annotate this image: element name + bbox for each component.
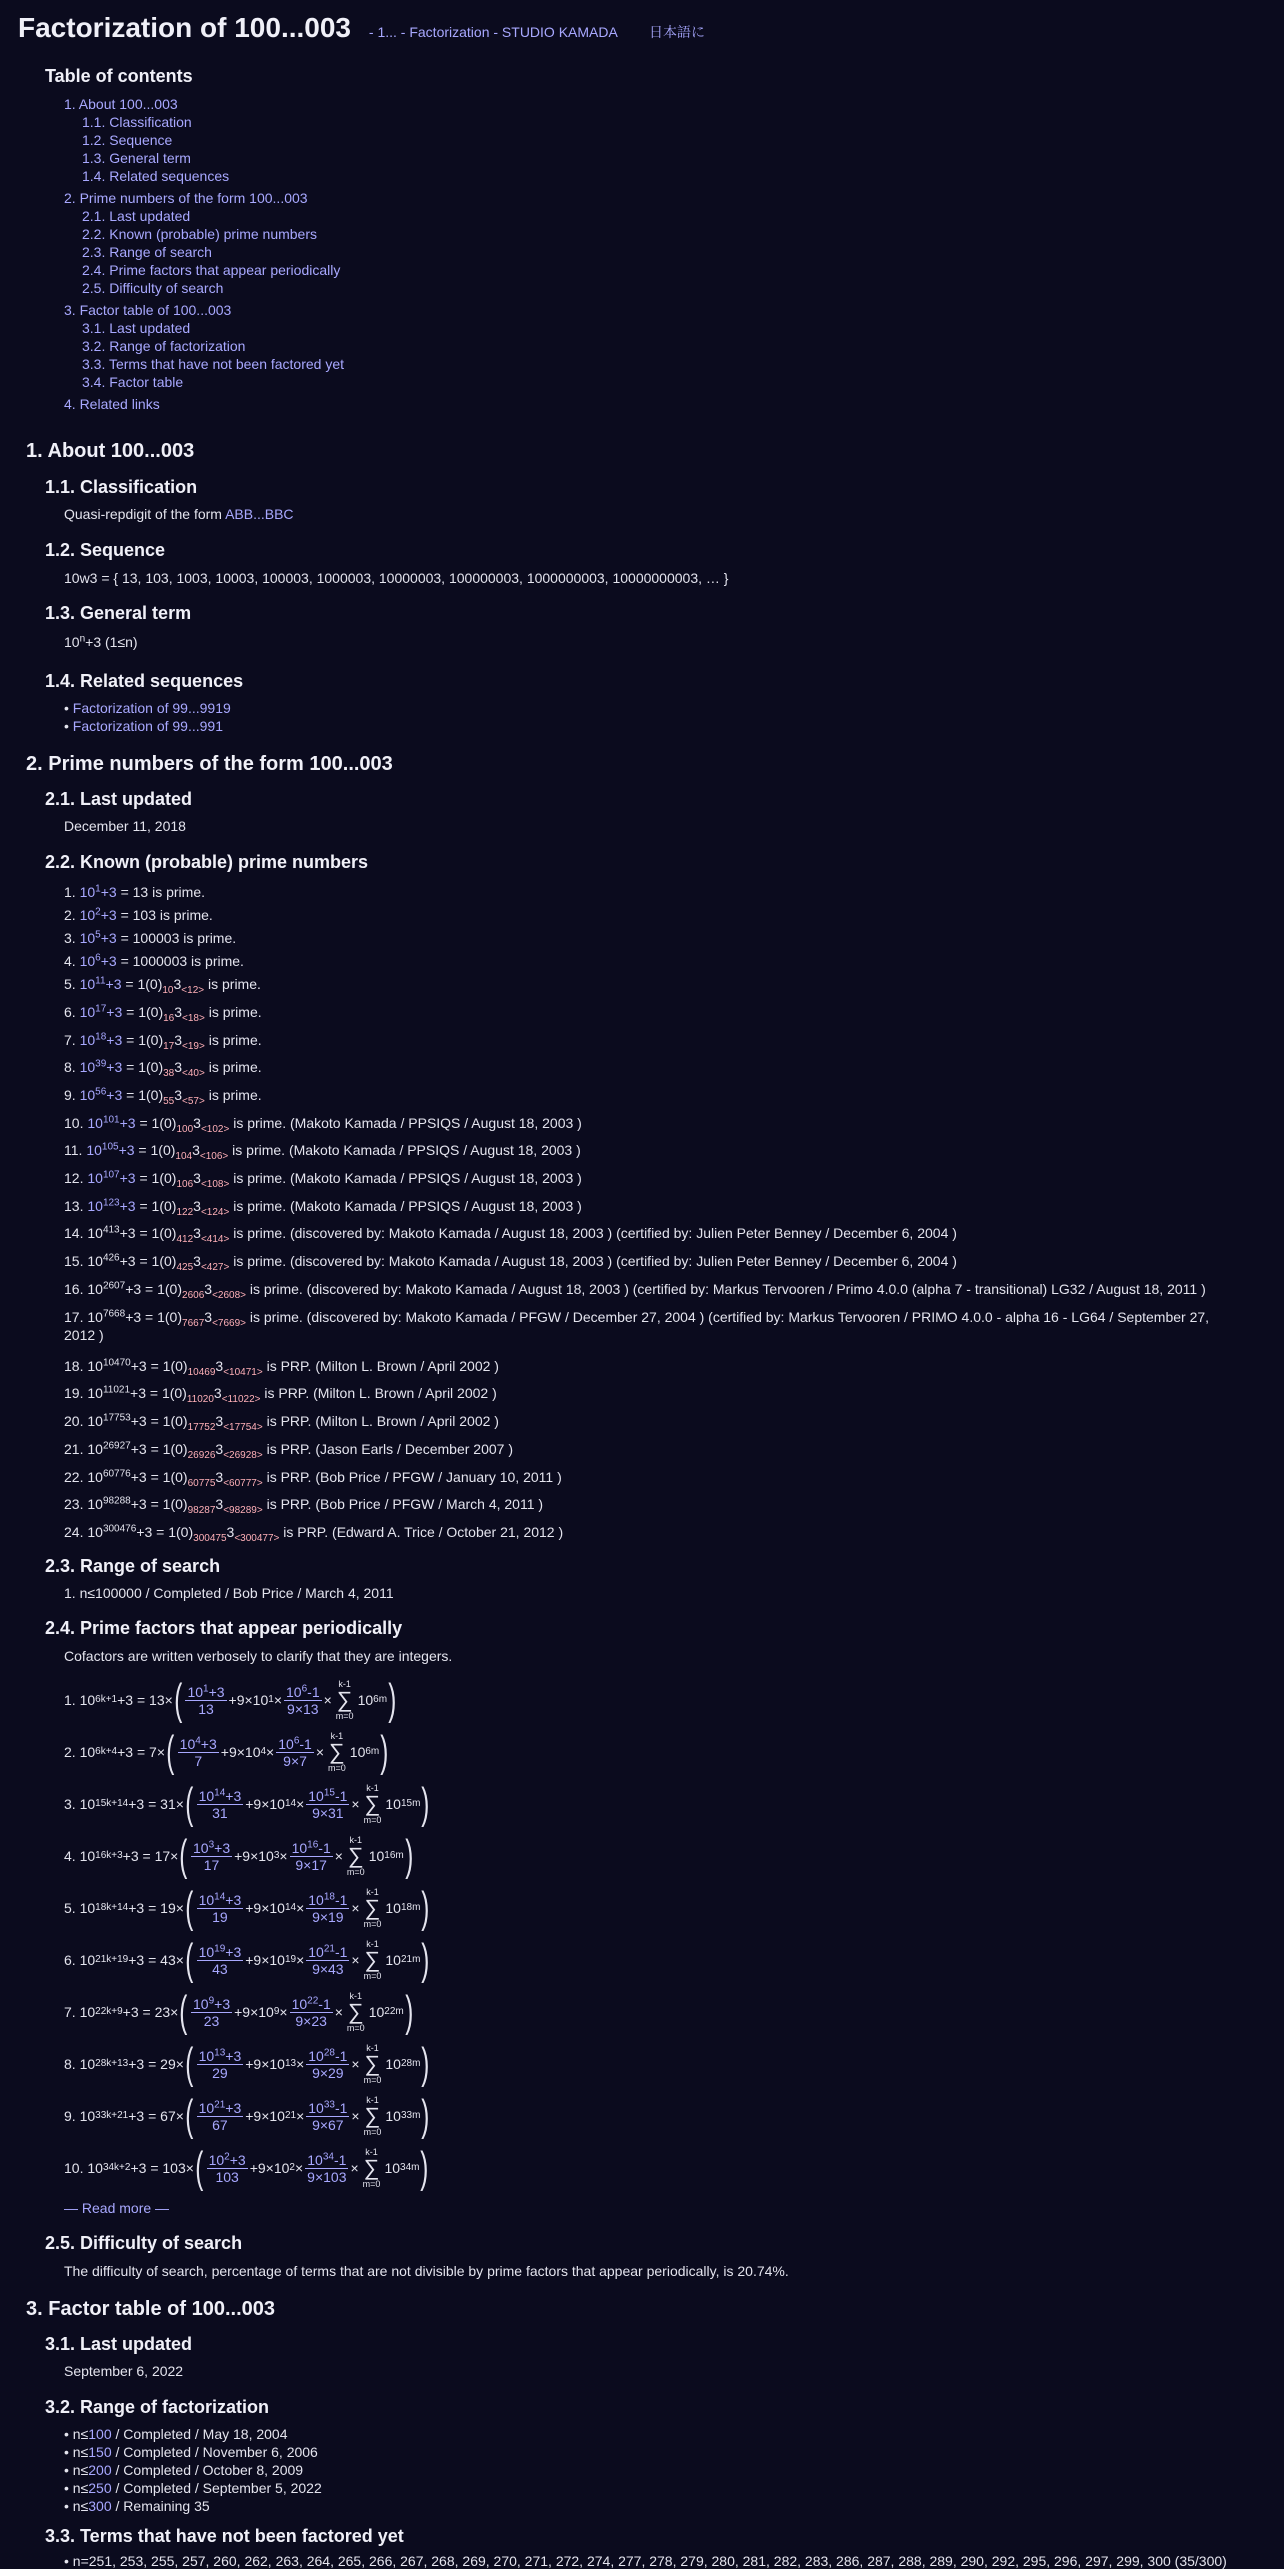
- known-prime-item: 8. $10^{39}+3 = 1(0)_{38}3_{<40>}$ is prime.: [64, 1058, 262, 1079]
- difficulty-heading: 2.5. Difficulty of search: [45, 2233, 243, 2253]
- fraction: $\frac{10^{14}+3}{19}$: [198, 1890, 242, 1925]
- toc-item[interactable]: 2. Prime numbers of the form 100...003: [64, 190, 308, 206]
- toc-subitem[interactable]: 2.4. Prime factors that appear periodically: [82, 262, 341, 278]
- fraction: $\frac{10^{16}-1}{9\times 17}$: [291, 1838, 331, 1873]
- fraction: $\frac{10^{21}+3}{67}$: [198, 2098, 242, 2133]
- known-prime-item: 13. $10^{123}+3 = 1(0)_{122}3_{<124>}$ is prime. (Makoto Kamada / PPSIQS / August 18, 2003 ): [64, 1197, 582, 1218]
- known-prime-item: 16. $10^{2607}+3 = 1(0)_{2606}3_{<2608>}$ is prime. (discovered by: Makoto Kamada / August 18, 2003 ) (certified by: Markus Tervooren / Primo 4.0.0 (alpha 7 - transitional) LG32 / August 18, 2011 ): [64, 1280, 1206, 1301]
- sigma-icon: k-1 ∑ m=0: [363, 2095, 382, 2137]
- periodic-formula: 7. 10 22k+9 +3 = 23× ( $\frac{10^9+3}{23}$ +9×10 9 × $\frac{10^{22}-1}{9\times 23}$ × k-1 ∑ m=0 10 22m ): [64, 1987, 414, 2036]
- known-prime-item-cont: 2012 ): [64, 1327, 104, 1343]
- fraction: $\frac{10^{13}+3}{29}$: [198, 2046, 242, 2081]
- range-item: • n≤100 / Completed / May 18, 2004: [64, 2426, 288, 2442]
- sigma-icon: k-1 ∑ m=0: [363, 1887, 382, 1929]
- periodic-heading: 2.4. Prime factors that appear periodically: [45, 1618, 403, 1638]
- toc-subitem[interactable]: 2.5. Difficulty of search: [82, 280, 224, 296]
- related-sequences-heading: 1.4. Related sequences: [45, 671, 244, 691]
- periodic-formula: 5. 10 18k+14 +3 = 19× ( $\frac{10^{14}+3}{19}$ +9×10 14 × $\frac{10^{18}-1}{9\times 19}$ × k-1 ∑ m=0 10 18m ): [64, 1883, 430, 1932]
- toc-subitem[interactable]: 1.3. General term: [82, 150, 191, 166]
- general-term-heading: 1.3. General term: [45, 603, 192, 623]
- toc-subitem[interactable]: 3.3. Terms that have not been factored yet: [82, 356, 345, 372]
- known-prime-item: 10. $10^{101}+3 = 1(0)_{100}3_{<102>}$ is prime. (Makoto Kamada / PPSIQS / August 18, 2003 ): [64, 1114, 582, 1135]
- header: [18, 12, 705, 44]
- known-prime-item: 19. $10^{11021}+3 = 1(0)_{11020}3_{<11022>}$ is PRP. (Milton L. Brown / April 2002 ): [64, 1384, 497, 1405]
- sigma-icon: k-1 ∑ m=0: [346, 1991, 365, 2033]
- known-prime-item: 12. $10^{107}+3 = 1(0)_{106}3_{<108>}$ is prime. (Makoto Kamada / PPSIQS / August 18, 2003 ): [64, 1169, 582, 1190]
- range-item: • n≤150 / Completed / November 6, 2006: [64, 2444, 318, 2460]
- known-prime-item: 5. $10^{11}+3 = 1(0)_{10}3_{<12>}$ is prime.: [64, 975, 261, 996]
- known-prime-item: 20. $10^{17753}+3 = 1(0)_{17752}3_{<17754>}$ is PRP. (Milton L. Brown / April 2002 ): [64, 1412, 499, 1433]
- periodic-formula: 9. 10 33k+21 +3 = 67× ( $\frac{10^{21}+3}{67}$ +9×10 21 × $\frac{10^{33}-1}{9\times 67}$ × k-1 ∑ m=0 10 33m ): [64, 2091, 430, 2140]
- range-item: • n≤300 / Remaining 35: [64, 2498, 210, 2514]
- known-prime-item: 17. $10^{7668}+3 = 1(0)_{7667}3_{<7669>}$ is prime. (discovered by: Makoto Kamada / PFGW / December 27, 2004 ) (certified by: Markus Tervooren / PRIMO 4.0.0 - alpha 16 - LG64 / September 27,: [64, 1308, 1210, 1329]
- section-2-heading: 2. Prime numbers of the form 100...003: [26, 753, 393, 775]
- factor-last-updated-heading: 3.1. Last updated: [45, 2334, 193, 2354]
- fraction: $\frac{10^{22}-1}{9\times 23}$: [291, 1994, 331, 2029]
- toc-subitem[interactable]: 1.4. Related sequences: [82, 168, 230, 184]
- periodic-formula: 3. 10 15k+14 +3 = 31× ( $\frac{10^{14}+3}{31}$ +9×10 14 × $\frac{10^{15}-1}{9\times 31}$ × k-1 ∑ m=0 10 15m ): [64, 1779, 430, 1828]
- sigma-icon: k-1 ∑ m=0: [346, 1835, 365, 1877]
- toc-subitem[interactable]: 3.1. Last updated: [82, 320, 191, 336]
- section-1-heading: 1. About 100...003: [26, 440, 195, 462]
- page-title: Factorization of 100...003: [18, 12, 351, 43]
- known-prime-item: 15. $10^{426}+3 = 1(0)_{425}3_{<427>}$ is prime. (discovered by: Makoto Kamada / August 18, 2003 ) (certified by: Julien Peter Benney / December 6, 2004 ): [64, 1252, 957, 1273]
- fraction: $\frac{10^1+3}{13}$: [187, 1682, 225, 1717]
- periodic-formula: 6. 10 21k+19 +3 = 43× ( $\frac{10^{19}+3}{43}$ +9×10 19 × $\frac{10^{21}-1}{9\times 43}$ × k-1 ∑ m=0 10 21m ): [64, 1935, 430, 1984]
- known-prime-item: 21. $10^{26927}+3 = 1(0)_{26926}3_{<26928>}$ is PRP. (Jason Earls / December 2007 ): [64, 1440, 513, 1461]
- language-link[interactable]: 日本語に: [648, 24, 705, 40]
- toc-heading: Table of contents: [45, 66, 193, 86]
- sequence-text: 10w3 = { 13, 103, 1003, 10003, 100003, 1000003, 10000003, 100000003, 1000000003, 10000000003, … }: [64, 570, 729, 586]
- sequence-heading: 1.2. Sequence: [45, 540, 166, 560]
- known-prime-item: 4. $10^6+3 = 1000003$ is prime.: [64, 952, 244, 969]
- sigma-icon: k-1 ∑ m=0: [328, 1731, 346, 1773]
- known-prime-item: 11. $10^{105}+3 = 1(0)_{104}3_{<106>}$ is prime. (Makoto Kamada / PPSIQS / August 18, 2003 ): [64, 1141, 581, 1162]
- periodic-formula: 2. 10 6k+4 +3 = 7× ( $\frac{10^4+3}{7}$ +9×10 4 × $\frac{10^6-1}{9\times 7}$ × k-1 ∑ m=0 10 6m ): [64, 1727, 389, 1776]
- fraction: $\frac{10^{28}-1}{9\times 29}$: [308, 2046, 348, 2081]
- fraction: $\frac{10^6-1}{9\times 13}$: [286, 1682, 320, 1717]
- related-item: • Factorization of 99...991: [64, 718, 223, 734]
- fraction: $\frac{10^{14}+3}{31}$: [198, 1786, 242, 1821]
- known-primes-heading: 2.2. Known (probable) prime numbers: [45, 852, 369, 872]
- toc-item[interactable]: 3. Factor table of 100...003: [64, 302, 232, 318]
- fraction: $\frac{10^3+3}{17}$: [193, 1838, 231, 1873]
- last-updated-text: December 11, 2018: [64, 818, 186, 834]
- range-item: • n≤200 / Completed / October 8, 2009: [64, 2462, 304, 2478]
- toc-item[interactable]: 4. Related links: [64, 396, 160, 412]
- known-prime-item: 3. $10^5+3 = 100003$ is prime.: [64, 929, 237, 946]
- classification-text: Quasi-repdigit of the form ABB...BBC: [64, 506, 294, 522]
- fraction: $\frac{10^{15}-1}{9\times 31}$: [308, 1786, 348, 1821]
- classification-heading: 1.1. Classification: [45, 477, 198, 497]
- known-prime-item: 24. $10^{300476}+3 = 1(0)_{300475}3_{<300477>}$ is PRP. (Edward A. Trice / October 21, 2012 ): [64, 1523, 564, 1544]
- range-of-search-text: 1. n≤100000 / Completed / Bob Price / March 4, 2011: [64, 1585, 394, 1601]
- sigma-icon: k-1 ∑ m=0: [362, 2147, 381, 2189]
- classification-link[interactable]: ABB...BBC: [225, 506, 294, 522]
- breadcrumb[interactable]: - 1... - Factorization - STUDIO KAMADA: [368, 24, 618, 40]
- known-prime-item: 23. $10^{98288}+3 = 1(0)_{98287}3_{<98289>}$ is PRP. (Bob Price / PFGW / March 4, 2011 ): [64, 1495, 544, 1516]
- known-prime-item: 14. $10^{413}+3 = 1(0)_{412}3_{<414>}$ is prime. (discovered by: Makoto Kamada / August 18, 2003 ) (certified by: Julien Peter Benney / December 6, 2004 ): [64, 1224, 957, 1245]
- range-item: • n≤250 / Completed / September 5, 2022: [64, 2480, 322, 2496]
- known-prime-item: 9. $10^{56}+3 = 1(0)_{55}3_{<57>}$ is prime.: [64, 1086, 262, 1107]
- range-link[interactable]: 100: [88, 2426, 112, 2442]
- read-more-link[interactable]: — Read more —: [64, 2200, 170, 2216]
- fraction: $\frac{10^{18}-1}{9\times 19}$: [308, 1890, 348, 1925]
- known-prime-item: 7. $10^{18}+3 = 1(0)_{17}3_{<19>}$ is prime.: [64, 1031, 262, 1052]
- fraction: $\frac{10^{21}-1}{9\times 43}$: [308, 1942, 348, 1977]
- periodic-formula: 1. 10 6k+1 +3 = 13× ( $\frac{10^1+3}{13}$ +9×10 1 × $\frac{10^6-1}{9\times 13}$ × k-1 ∑ m=0 10 6m ): [64, 1675, 397, 1724]
- periodic-formula: 8. 10 28k+13 +3 = 29× ( $\frac{10^{13}+3}{29}$ +9×10 13 × $\frac{10^{28}-1}{9\times 29}$ × k-1 ∑ m=0 10 28m ): [64, 2039, 430, 2088]
- section-3-heading: 3. Factor table of 100...003: [26, 2298, 275, 2320]
- related-item: • Factorization of 99...9919: [64, 700, 231, 716]
- fraction: $\frac{10^{33}-1}{9\times 67}$: [308, 2098, 348, 2133]
- difficulty-text: The difficulty of search, percentage of terms that are not divisible by prime factors that appear periodically, is 20.74%.: [64, 2263, 789, 2279]
- toc-subitem[interactable]: 3.2. Range of factorization: [82, 338, 246, 354]
- known-prime-item: 2. $10^2+3 = 103$ is prime.: [64, 906, 213, 923]
- known-prime-item: 18. $10^{10470}+3 = 1(0)_{10469}3_{<10471>}$ is PRP. (Milton L. Brown / April 2002 ): [64, 1357, 499, 1378]
- toc-subitem[interactable]: 2.1. Last updated: [82, 208, 191, 224]
- known-prime-item: 22. $10^{60776}+3 = 1(0)_{60775}3_{<60777>}$ is PRP. (Bob Price / PFGW / January 10, 2011 ): [64, 1468, 562, 1489]
- last-updated-heading: 2.1. Last updated: [45, 789, 193, 809]
- related-link-1[interactable]: Factorization of 99...9919: [72, 700, 231, 716]
- range-of-search-heading: 2.3. Range of search: [45, 1556, 221, 1576]
- not-factored-heading: 3.3. Terms that have not been factored yet: [45, 2526, 404, 2546]
- range-link[interactable]: 300: [88, 2498, 112, 2514]
- factor-last-updated-text: September 6, 2022: [64, 2363, 184, 2379]
- toc-subitem[interactable]: 1.1. Classification: [82, 114, 192, 130]
- range-link[interactable]: 150: [88, 2444, 112, 2460]
- known-prime-item: 1. $10^1+3 = 13$ is prime.: [64, 883, 206, 900]
- related-link-2[interactable]: Factorization of 99...991: [72, 718, 223, 734]
- toc-subitem[interactable]: 2.2. Known (probable) prime numbers: [82, 226, 318, 242]
- range-of-factorization-heading: 3.2. Range of factorization: [45, 2397, 270, 2417]
- range-link[interactable]: 250: [88, 2480, 112, 2496]
- toc-subitem[interactable]: 3.4. Factor table: [82, 374, 184, 390]
- sigma-icon: k-1 ∑ m=0: [363, 1783, 382, 1825]
- periodic-formula: 10. 10 34k+2 +3 = 103× ( $\frac{10^2+3}{103}$ +9×10 2 × $\frac{10^{34}-1}{9\times 103}$ × k-1 ∑ m=0 10 34m ): [64, 2143, 429, 2192]
- toc-subitem[interactable]: 1.2. Sequence: [82, 132, 173, 148]
- sigma-icon: k-1 ∑ m=0: [363, 2043, 382, 2085]
- periodic-intro: Cofactors are written verbosely to clarify that they are integers.: [64, 1648, 453, 1664]
- known-prime-item: 6. $10^{17}+3 = 1(0)_{16}3_{<18>}$ is prime.: [64, 1003, 262, 1024]
- fraction: $\frac{10^{19}+3}{43}$: [198, 1942, 242, 1977]
- fraction: $\frac{10^9+3}{23}$: [193, 1994, 231, 2029]
- fraction: $\frac{10^2+3}{103}$: [208, 2150, 246, 2185]
- sigma-icon: k-1 ∑ m=0: [335, 1679, 354, 1721]
- toc-item[interactable]: 1. About 100...003: [64, 96, 178, 112]
- toc-subitem[interactable]: 2.3. Range of search: [82, 244, 212, 260]
- fraction: $\frac{10^{34}-1}{9\times 103}$: [307, 2150, 347, 2185]
- sigma-icon: k-1 ∑ m=0: [363, 1939, 382, 1981]
- not-factored-text: • n=251, 253, 255, 257, 260, 262, 263, 264, 265, 266, 267, 268, 269, 270, 271, 272, 274, 277, 278, 279, 280, 281, 282, 283, 286, 287, 288, 289, 290, 292, 295, 296, 297, 299, 300 (35/300): [64, 2553, 1227, 2569]
- general-term-text: $10^n+3$ (1≤n): [64, 633, 138, 650]
- fraction: $\frac{10^4+3}{7}$: [179, 1734, 217, 1769]
- range-link[interactable]: 200: [88, 2462, 112, 2478]
- periodic-formula: 4. 10 16k+3 +3 = 17× ( $\frac{10^3+3}{17}$ +9×10 3 × $\frac{10^{16}-1}{9\times 17}$ × k-1 ∑ m=0 10 16m ): [64, 1831, 414, 1880]
- fraction: $\frac{10^6-1}{9\times 7}$: [278, 1734, 312, 1769]
